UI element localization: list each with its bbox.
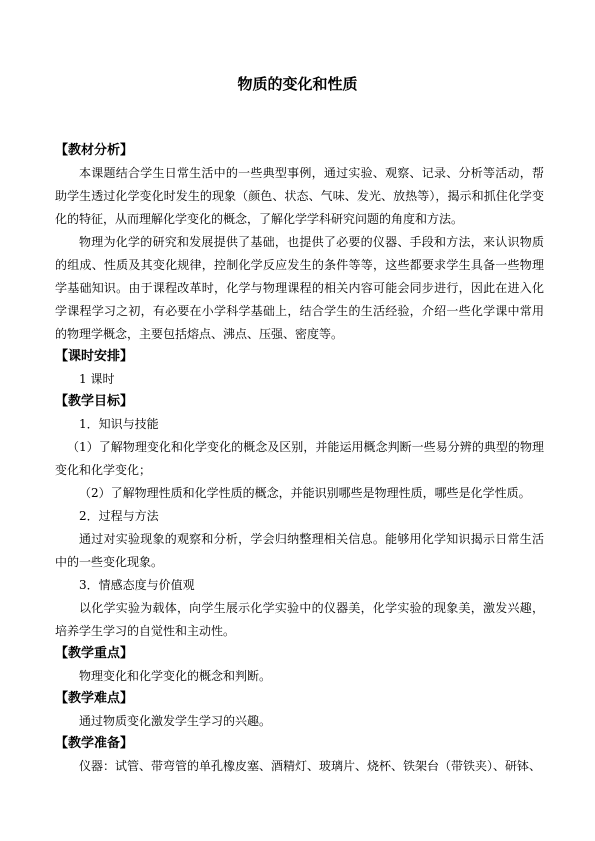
analysis-paragraph-1: 本课题结合学生日常生活中的一些典型事例，通过实验、观察、记录、分析等活动，帮助学生透过化学变化时发生的现象（颜色、状态、气味、发光、放热等），揭示和抓住化学变化的特征，从而理解化学变化的概念，了解化学学科研究问题的角度和方法。 (55, 166, 544, 226)
prep-text: 仪器：试管、带弯管的单孔橡皮塞、酒精灯、玻璃片、烧杯、铁架台（带铁夹）、研钵、 (79, 759, 542, 773)
section-heading-schedule: 【课时安排】 (55, 349, 134, 364)
goal-1-item-b: （2）了解物理性质和化学性质的概念，并能识别哪些是物理性质，哪些是化学性质。 (79, 486, 531, 500)
document-body (55, 140, 544, 778)
goal-3-text: 以化学实验为载体，向学生展示化学实验中的仪器美，化学实验的现象美，激发兴趣，培养学生学习的自觉性和主动性。 (55, 601, 544, 638)
section-heading-key: 【教学重点】 (55, 646, 134, 661)
section-heading-analysis: 【教材分析】 (55, 143, 134, 158)
key-text: 物理变化和化学变化的概念和判断。 (79, 669, 272, 683)
goal-3-title: 3．情感态度与价值观 (79, 578, 195, 592)
page-title: 物质的变化和性质 (237, 75, 358, 93)
goal-1-item-a: （1）了解物理变化和化学变化的概念及区别，并能运用概念判断一些易分辨的典型的物理变化和化学变化； (55, 440, 544, 477)
section-heading-prep: 【教学准备】 (55, 736, 134, 751)
section-heading-difficulty: 【教学难点】 (55, 691, 134, 706)
section-heading-goals: 【教学目标】 (55, 394, 134, 409)
goal-2-title: 2．过程与方法 (79, 509, 159, 523)
analysis-paragraph-2: 物理为化学的研究和发展提供了基础，也提供了必要的仪器、手段和方法，来认识物质的组成、性质及其变化规律，控制化学反应发生的条件等等，这些都要求学生具备一些物理学基础知识。由于课程改革时，化学与物理课程的相关内容可能会同步进行，因此在进入化学课程学习之初，有必要在小学科学基础上，结合学生的生活经验，介绍一些化学课中常用的物理学概念，主要包括熔点、沸点、压强、密度等。 (55, 235, 544, 341)
goal-1-title: 1．知识与技能 (79, 417, 159, 431)
schedule-text: 1 课时 (79, 372, 115, 386)
difficulty-text: 通过物质变化激发学生学习的兴趣。 (79, 714, 272, 728)
goal-2-text: 通过对实验现象的观察和分析，学会归纳整理相关信息。能够用化学知识揭示日常生活中的一些变化现象。 (55, 532, 544, 569)
